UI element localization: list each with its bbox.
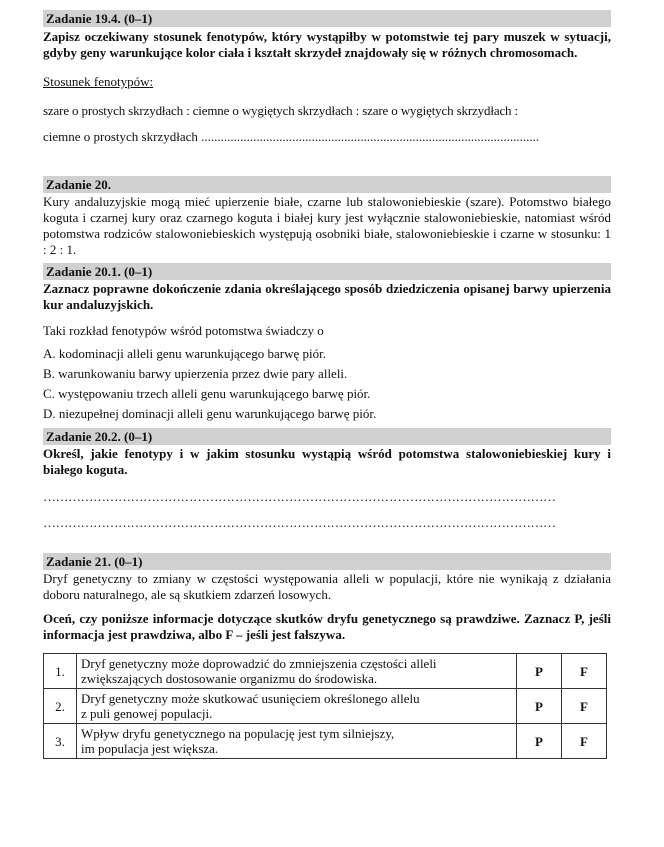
false-option[interactable]: F (562, 654, 607, 689)
statement-line: Dryf genetyczny może doprowadzić do zmniejszenia częstości alleli (81, 656, 437, 671)
task-19-4-instruction: Zapisz oczekiwany stosunek fenotypów, który wystąpiłby w potomstwie tej pary muszek w sytuacji, gdyby geny warunkujące kolor ciała i kształt skrzydeł znajdowały się w różnych chromosomach. (43, 29, 611, 60)
statement-line: Dryf genetyczny może skutkować usunięciem określonego allelu (81, 691, 420, 706)
false-option[interactable]: F (562, 689, 607, 724)
statement-cell (77, 654, 517, 689)
table-row (44, 654, 607, 689)
phenotype-ratio-label: Stosunek fenotypów: (43, 74, 154, 89)
row-number: 1. (44, 654, 77, 689)
task-20-2-instruction: Określ, jakie fenotypy i w jakim stosunku wystąpią wśród potomstwa stalowoniebieskiej kury i białego koguta. (43, 446, 611, 477)
statement-line: z puli genowej populacji. (81, 706, 213, 721)
task-20-1-stem: Taki rozkład fenotypów wśród potomstwa świadczy o (43, 323, 324, 338)
task-19-4-header: Zadanie 19.4. (0–1) (43, 10, 611, 27)
task-20-2-header: Zadanie 20.2. (0–1) (43, 428, 611, 445)
task-20-1-header: Zadanie 20.1. (0–1) (43, 263, 611, 280)
true-option[interactable]: P (517, 689, 562, 724)
phenotype-answer-line[interactable]: ciemne o prostych skrzydłach ........................................................................................................ (43, 129, 540, 144)
false-option[interactable]: F (562, 724, 607, 759)
answer-line-2[interactable]: …………………………………………………………………………………………………………… (43, 515, 556, 530)
task-21-text: Dryf genetyczny to zmiany w częstości występowania alleli w populacji, które nie wynikają z działania doboru naturalnego, ale są skutkiem zdarzeń losowych. (43, 571, 611, 602)
true-option[interactable]: P (517, 724, 562, 759)
row-number: 3. (44, 724, 77, 759)
option-a[interactable]: A. kodominacji alleli genu warunkującego barwę piór. (43, 346, 327, 361)
true-false-table (43, 653, 607, 759)
task-20-text: Kury andaluzyjskie mogą mieć upierzenie białe, czarne lub stalowoniebieskie (szare). Potomstwo białego koguta i czarnej kury oraz czarnego koguta i białej kury jest wyłącznie stalowoniebieskie, natomiast wśród potomstwa rodziców stalowoniebieskich występują osobniki białe, stalowoniebieskie i czarne w stosunku: 1 : 2 : 1. (43, 194, 611, 257)
statement-cell (77, 689, 517, 724)
answer-line-1[interactable]: …………………………………………………………………………………………………………… (43, 489, 556, 504)
exam-page (43, 10, 611, 759)
option-d[interactable]: D. niezupełnej dominacji alleli genu warunkującego barwę piór. (43, 406, 377, 421)
option-c[interactable]: C. występowaniu trzech alleli genu warunkującego barwę piór. (43, 386, 371, 401)
statement-line: zwiększających dostosowanie organizmu do środowiska. (81, 671, 378, 686)
true-option[interactable]: P (517, 654, 562, 689)
phenotype-line-1: szare o prostych skrzydłach : ciemne o wygiętych skrzydłach : szare o wygiętych skrzydłach : (43, 103, 518, 118)
task-21-instruction: Oceń, czy poniższe informacje dotyczące skutków dryfu genetycznego są prawdziwe. Zaznacz P, jeśli informacja jest prawdziwa, albo F – jeśli jest fałszywa. (43, 611, 611, 642)
table-row (44, 689, 607, 724)
task-20-header: Zadanie 20. (43, 176, 611, 193)
statement-cell (77, 724, 517, 759)
table-row (44, 724, 607, 759)
statement-line: im populacja jest większa. (81, 741, 219, 756)
task-20-1-instruction: Zaznacz poprawne dokończenie zdania określającego sposób dziedziczenia opisanej barwy upierzenia kur andaluzyjskich. (43, 281, 611, 312)
task-21-header: Zadanie 21. (0–1) (43, 553, 611, 570)
option-b[interactable]: B. warunkowaniu barwy upierzenia przez dwie pary alleli. (43, 366, 348, 381)
statement-line: Wpływ dryfu genetycznego na populację jest tym silniejszy, (81, 726, 395, 741)
row-number: 2. (44, 689, 77, 724)
